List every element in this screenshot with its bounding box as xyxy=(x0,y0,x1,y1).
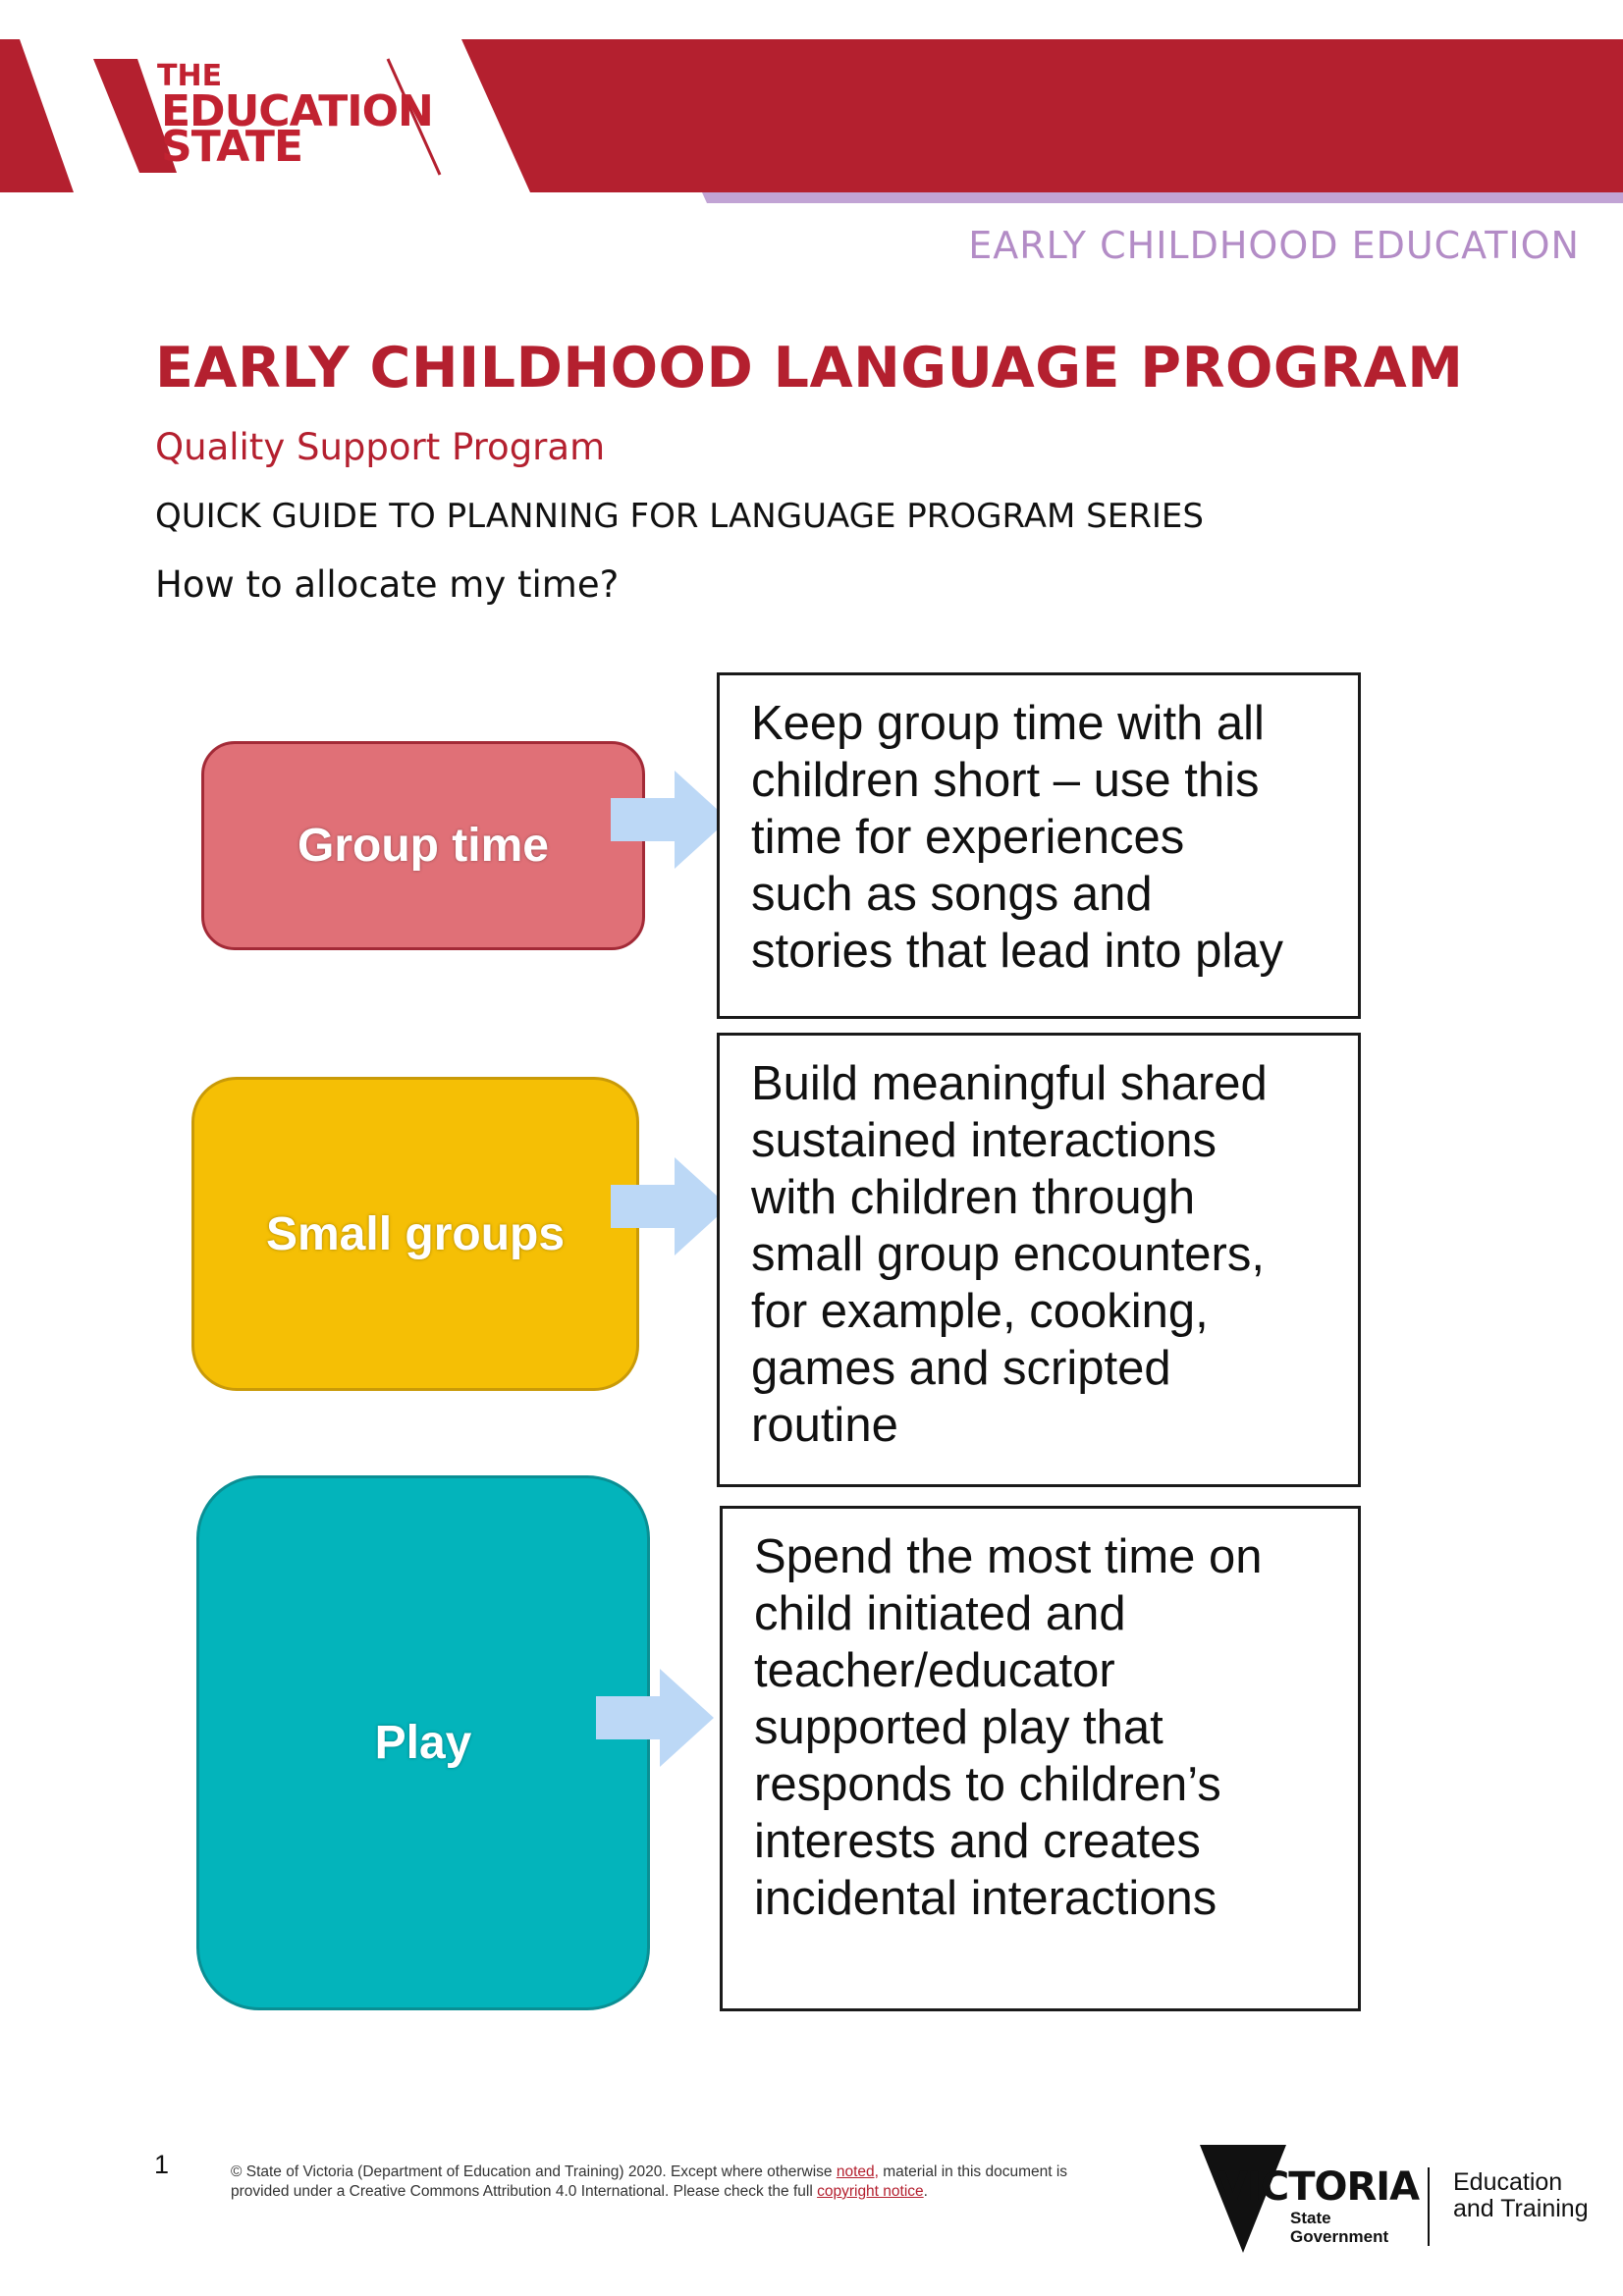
right-arrow-icon xyxy=(596,1669,714,1767)
state-line: State xyxy=(1290,2209,1331,2227)
victoria-wordmark: VICTORIA xyxy=(1217,2164,1420,2210)
play-label: Play xyxy=(374,1717,472,1769)
group-time-description: Keep group time with all children short – use this time for experiences such as songs and stories that lead into play xyxy=(717,672,1361,1019)
copyright-text-b: material in this document is provided under a Creative Commons Attribution 4.0 International. Please check the full xyxy=(231,2163,1068,2200)
play-description: Spend the most time on child initiated and teacher/educator supported play that responds to children’s interests and creates incidental interactions xyxy=(720,1506,1361,2011)
banner-lavender-stripe xyxy=(702,192,1623,203)
government-line: Government xyxy=(1290,2227,1389,2246)
small-groups-label: Small groups xyxy=(265,1207,566,1260)
copyright-text-a: © State of Victoria (Department of Education and Training) 2020. Except where otherwise xyxy=(231,2163,837,2180)
department-label xyxy=(1453,2169,1589,2222)
guide-title: QUICK GUIDE TO PLANNING FOR LANGUAGE PROGRAM SERIES xyxy=(155,497,1204,536)
banner-right-band xyxy=(461,39,1623,192)
play-box xyxy=(196,1475,650,2010)
page-title: EARLY CHILDHOOD LANGUAGE PROGRAM xyxy=(155,336,1464,400)
series-label: EARLY CHILDHOOD EDUCATION xyxy=(968,224,1580,267)
page-number: 1 xyxy=(154,2150,170,2179)
right-arrow-icon xyxy=(611,1157,729,1255)
page-subtitle: Quality Support Program xyxy=(155,426,606,468)
right-arrow-icon xyxy=(611,771,729,869)
brand-state: STATE xyxy=(161,122,302,172)
copyright-notice xyxy=(231,2163,1114,2202)
state-government-label xyxy=(1290,2209,1388,2246)
copyright-text-c: . xyxy=(923,2183,928,2200)
brand-the: THE xyxy=(157,59,223,93)
brand-education: EDUCATION xyxy=(161,86,433,136)
small-groups-box xyxy=(191,1077,639,1391)
logo-divider xyxy=(1428,2167,1430,2246)
dept-line-1: Education xyxy=(1453,2168,1563,2196)
noted-link[interactable]: noted, xyxy=(836,2163,879,2180)
small-groups-description: Build meaningful shared sustained interactions with children through small group encounters, for example, cooking, games and scripted routine xyxy=(717,1033,1361,1487)
group-time-label: Group time xyxy=(297,820,549,872)
dept-line-2: and Training xyxy=(1453,2195,1589,2222)
banner-left-wedge xyxy=(0,39,74,192)
copyright-notice-link[interactable]: copyright notice xyxy=(817,2183,924,2200)
group-time-box xyxy=(201,741,645,950)
question-heading: How to allocate my time? xyxy=(155,563,620,606)
